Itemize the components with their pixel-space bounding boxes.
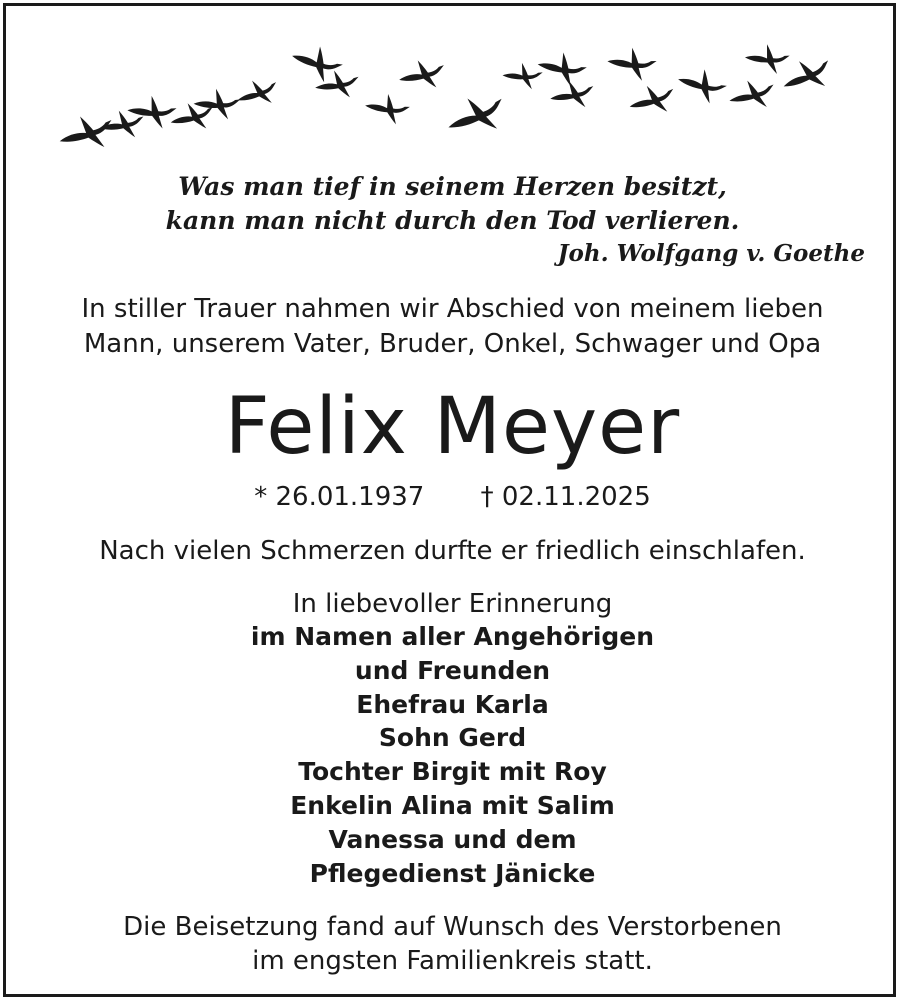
birth-date: * 26.01.1937 xyxy=(254,482,425,512)
bird-silhouette xyxy=(605,44,658,83)
bird-silhouette xyxy=(234,75,281,112)
bird-silhouette xyxy=(674,63,730,107)
obituary-frame xyxy=(3,3,896,997)
funeral-line-2: im engsten Familienkreis statt. xyxy=(252,946,653,976)
funeral-note xyxy=(6,910,899,978)
bird-silhouette xyxy=(56,110,117,156)
bird-silhouette xyxy=(501,61,543,90)
quote-line-2: kann man nicht durch den Tod verlieren. xyxy=(165,206,740,235)
intro-line-1: In stiller Trauer nahmen wir Abschied von meinem lieben xyxy=(81,294,824,324)
bird-silhouette xyxy=(397,57,447,93)
intro-line-2: Mann, unserem Vater, Bruder, Onkel, Schwager und Opa xyxy=(83,329,822,359)
bird-silhouette xyxy=(743,42,790,76)
deceased-name: Felix Meyer xyxy=(224,382,681,472)
signer-line: im Namen aller Angehörigen xyxy=(250,622,655,651)
signers-list xyxy=(6,620,899,890)
life-dates xyxy=(6,480,899,514)
signer-line: Sohn Gerd xyxy=(378,723,527,753)
bird-silhouette xyxy=(777,52,836,100)
bird-silhouette xyxy=(535,47,589,89)
signer-line: Tochter Birgit mit Roy xyxy=(298,757,607,787)
bird-silhouette xyxy=(549,78,596,110)
signer-line: Enkelin Alina mit Salim xyxy=(290,790,615,820)
intro-text xyxy=(6,292,899,362)
quote-line-1: Was man tief in seinem Herzen besitzt, xyxy=(178,172,727,201)
signer-line: Pflegedienst Jänicke xyxy=(309,858,596,888)
signer-line: und Freunden xyxy=(354,655,551,685)
signer-line: Vanessa und dem xyxy=(328,824,577,854)
quote-author: Joh. Wolfgang v. Goethe xyxy=(557,240,865,267)
flying-birds-illustration xyxy=(56,34,846,164)
bird-silhouette xyxy=(626,81,677,119)
death-date: † 02.11.2025 xyxy=(480,482,651,512)
signer-line: Ehefrau Karla xyxy=(356,689,549,719)
farewell-message: Nach vielen Schmerzen durfte er friedlich einschlafen. xyxy=(99,536,806,566)
bird-silhouette xyxy=(442,89,510,143)
bird-silhouette xyxy=(727,76,778,113)
funeral-line-1: Die Beisetzung fand auf Wunsch des Verstorbenen xyxy=(123,912,782,942)
bird-silhouette xyxy=(363,90,412,127)
remembrance-line: In liebevoller Erinnerung xyxy=(292,589,613,619)
